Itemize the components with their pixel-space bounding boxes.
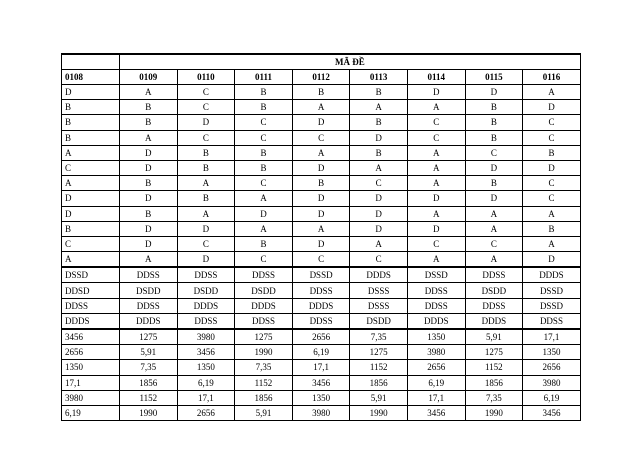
answer-cell: 3456: [177, 345, 235, 360]
answer-cell: D: [292, 160, 350, 175]
answer-cell: C: [235, 115, 293, 130]
answer-cell: D: [350, 191, 408, 206]
answer-cell: A: [120, 130, 178, 145]
answer-cell: C: [407, 130, 465, 145]
answer-cell: 1275: [350, 345, 408, 360]
answer-cell: 6,19: [407, 375, 465, 390]
spacer-cell: [62, 54, 120, 70]
answer-cell: C: [465, 145, 523, 160]
answer-cell: B: [350, 85, 408, 100]
answer-cell: 2656: [62, 345, 120, 360]
table-row: [62, 390, 581, 405]
answer-cell: DDSS: [235, 267, 293, 283]
answer-cell: DDSS: [523, 313, 581, 329]
answer-cell: 1856: [235, 390, 293, 405]
table-row: [62, 115, 581, 130]
answer-cell: 17,1: [62, 375, 120, 390]
exam-code-header: 0112: [292, 70, 350, 85]
answer-cell: B: [523, 145, 581, 160]
answer-cell: A: [177, 206, 235, 221]
answer-cell: 1990: [465, 405, 523, 420]
answer-cell: D: [523, 252, 581, 268]
answer-cell: 3980: [407, 345, 465, 360]
answer-cell: A: [407, 206, 465, 221]
answer-cell: D: [62, 85, 120, 100]
answer-cell: B: [120, 115, 178, 130]
answer-cell: B: [523, 221, 581, 236]
answer-cell: B: [177, 145, 235, 160]
answer-cell: B: [235, 145, 293, 160]
answer-cell: B: [235, 85, 293, 100]
answer-cell: DDSS: [465, 298, 523, 313]
answer-cell: A: [465, 206, 523, 221]
answer-cell: DDDS: [177, 298, 235, 313]
answer-cell: A: [523, 206, 581, 221]
exam-code-header-row: [62, 70, 581, 85]
answer-cell: DSSD: [62, 267, 120, 283]
answer-cell: C: [292, 252, 350, 268]
answer-cell: DDSS: [407, 283, 465, 298]
answer-cell: C: [465, 236, 523, 251]
answer-cell: D: [62, 206, 120, 221]
answer-cell: 1350: [523, 345, 581, 360]
table-row: [62, 236, 581, 251]
answer-cell: 6,19: [177, 375, 235, 390]
answer-cell: DDSS: [120, 298, 178, 313]
answer-cell: C: [235, 252, 293, 268]
answer-cell: A: [407, 100, 465, 115]
table-row: [62, 345, 581, 360]
table-row: [62, 252, 581, 268]
answer-cell: 1990: [235, 345, 293, 360]
answer-cell: 5,91: [350, 390, 408, 405]
table-row: [62, 298, 581, 313]
answer-cell: D: [292, 236, 350, 251]
answer-cell: C: [523, 115, 581, 130]
answer-cell: 2656: [523, 360, 581, 375]
answer-cell: C: [62, 236, 120, 251]
answer-cell: 5,91: [465, 329, 523, 345]
answer-cell: DSSD: [523, 283, 581, 298]
answer-cell: 6,19: [62, 405, 120, 420]
answer-cell: 1350: [407, 329, 465, 345]
answer-cell: 6,19: [292, 345, 350, 360]
answer-cell: DDSS: [292, 313, 350, 329]
answer-cell: C: [292, 130, 350, 145]
answer-cell: 1275: [465, 345, 523, 360]
answer-cell: C: [177, 85, 235, 100]
answer-cell: D: [292, 191, 350, 206]
answer-cell: D: [465, 160, 523, 175]
answer-cell: A: [120, 85, 178, 100]
answer-cell: 5,91: [120, 345, 178, 360]
answer-cell: A: [523, 236, 581, 251]
answer-cell: C: [235, 176, 293, 191]
answer-cell: A: [407, 145, 465, 160]
answer-cell: C: [350, 176, 408, 191]
answer-cell: D: [350, 221, 408, 236]
answer-cell: C: [177, 100, 235, 115]
answer-cell: D: [523, 160, 581, 175]
answer-cell: 1275: [235, 329, 293, 345]
answer-cell: DDSD: [62, 283, 120, 298]
exam-code-header: 0115: [465, 70, 523, 85]
answer-cell: A: [292, 221, 350, 236]
answer-cell: A: [350, 100, 408, 115]
answer-cell: A: [350, 160, 408, 175]
answer-cell: A: [407, 176, 465, 191]
answer-cell: 17,1: [407, 390, 465, 405]
table-title: MÃ ĐỀ: [120, 54, 581, 70]
answer-cell: DDSS: [407, 298, 465, 313]
answer-cell: D: [407, 221, 465, 236]
answer-cell: 1990: [350, 405, 408, 420]
answer-cell: 1152: [350, 360, 408, 375]
answer-cell: C: [523, 130, 581, 145]
answer-cell: C: [177, 236, 235, 251]
answer-cell: D: [407, 191, 465, 206]
answer-cell: DDDS: [407, 313, 465, 329]
answer-cell: D: [235, 206, 293, 221]
answer-cell: A: [235, 221, 293, 236]
answer-cell: 3980: [177, 329, 235, 345]
answer-cell: A: [350, 236, 408, 251]
answer-cell: 7,35: [235, 360, 293, 375]
answer-cell: DSDD: [235, 283, 293, 298]
answer-cell: D: [292, 115, 350, 130]
table-row: [62, 360, 581, 375]
answer-cell: A: [523, 85, 581, 100]
answer-cell: 7,35: [350, 329, 408, 345]
exam-code-header: 0110: [177, 70, 235, 85]
answer-cell: B: [235, 160, 293, 175]
answer-cell: 17,1: [523, 329, 581, 345]
table-row: [62, 85, 581, 100]
table-row: [62, 267, 581, 283]
answer-cell: D: [120, 236, 178, 251]
answer-cell: D: [465, 191, 523, 206]
answer-cell: A: [120, 252, 178, 268]
answer-cell: A: [465, 252, 523, 268]
answer-cell: A: [407, 252, 465, 268]
answer-key-table: [61, 53, 581, 421]
answer-cell: C: [407, 236, 465, 251]
answer-cell: D: [523, 100, 581, 115]
answer-cell: D: [177, 252, 235, 268]
answer-cell: DSDD: [120, 283, 178, 298]
table-row: [62, 313, 581, 329]
answer-cell: B: [62, 100, 120, 115]
answer-cell: 1856: [350, 375, 408, 390]
answer-cell: 1856: [465, 375, 523, 390]
answer-cell: B: [350, 115, 408, 130]
answer-cell: DSDD: [350, 313, 408, 329]
answer-cell: C: [407, 115, 465, 130]
title-row: [62, 54, 581, 70]
answer-cell: 3456: [523, 405, 581, 420]
answer-cell: B: [350, 145, 408, 160]
table-row: [62, 375, 581, 390]
answer-cell: A: [62, 252, 120, 268]
answer-cell: 1350: [292, 390, 350, 405]
exam-code-header: 0114: [407, 70, 465, 85]
answer-cell: 1990: [120, 405, 178, 420]
answer-cell: 1350: [177, 360, 235, 375]
answer-cell: A: [177, 176, 235, 191]
answer-cell: B: [62, 130, 120, 145]
answer-cell: DSDD: [465, 283, 523, 298]
table-row: [62, 221, 581, 236]
answer-cell: B: [465, 115, 523, 130]
answer-cell: 1152: [235, 375, 293, 390]
table-row: [62, 206, 581, 221]
answer-cell: C: [235, 130, 293, 145]
answer-cell: 1152: [120, 390, 178, 405]
answer-cell: DSSD: [292, 267, 350, 283]
answer-cell: 1856: [120, 375, 178, 390]
answer-cell: C: [62, 160, 120, 175]
answer-cell: B: [235, 100, 293, 115]
answer-cell: DSSS: [350, 298, 408, 313]
answer-cell: B: [177, 160, 235, 175]
answer-cell: B: [292, 176, 350, 191]
answer-cell: DDDS: [523, 267, 581, 283]
answer-cell: 2656: [177, 405, 235, 420]
answer-cell: A: [62, 145, 120, 160]
answer-cell: D: [120, 191, 178, 206]
answer-cell: B: [120, 206, 178, 221]
table-row: [62, 405, 581, 420]
answer-cell: D: [120, 160, 178, 175]
answer-cell: DDSS: [235, 313, 293, 329]
answer-cell: DDDS: [62, 313, 120, 329]
table-row: [62, 160, 581, 175]
exam-code-header: 0113: [350, 70, 408, 85]
table-row: [62, 191, 581, 206]
answer-cell: DDDS: [292, 298, 350, 313]
answer-cell: C: [350, 252, 408, 268]
table-row: [62, 283, 581, 298]
answer-cell: 7,35: [465, 390, 523, 405]
answer-cell: 3456: [407, 405, 465, 420]
answer-cell: A: [292, 145, 350, 160]
answer-cell: DDSS: [120, 267, 178, 283]
answer-cell: D: [350, 206, 408, 221]
exam-code-header: 0108: [62, 70, 120, 85]
table-row: [62, 329, 581, 345]
answer-cell: DDSS: [177, 313, 235, 329]
answer-cell: C: [523, 176, 581, 191]
answer-cell: B: [120, 176, 178, 191]
answer-cell: DDSS: [177, 267, 235, 283]
table-row: [62, 145, 581, 160]
table-row: [62, 130, 581, 145]
table-row: [62, 176, 581, 191]
answer-cell: 1152: [465, 360, 523, 375]
answer-cell: A: [62, 176, 120, 191]
answer-cell: 2656: [292, 329, 350, 345]
answer-cell: DDSS: [292, 283, 350, 298]
answer-cell: B: [465, 130, 523, 145]
answer-cell: A: [292, 100, 350, 115]
answer-cell: DDSS: [465, 267, 523, 283]
answer-cell: 3456: [62, 329, 120, 345]
answer-cell: 1275: [120, 329, 178, 345]
answer-cell: DDDS: [235, 298, 293, 313]
answer-cell: B: [465, 176, 523, 191]
answer-cell: DDDS: [350, 267, 408, 283]
answer-cell: B: [62, 115, 120, 130]
answer-cell: B: [177, 191, 235, 206]
answer-cell: D: [62, 191, 120, 206]
answer-cell: 3980: [62, 390, 120, 405]
answer-cell: 6,19: [523, 390, 581, 405]
answer-cell: 1350: [62, 360, 120, 375]
answer-cell: 5,91: [235, 405, 293, 420]
answer-cell: DSSS: [350, 283, 408, 298]
answer-cell: B: [235, 236, 293, 251]
answer-cell: 7,35: [120, 360, 178, 375]
answer-cell: B: [292, 85, 350, 100]
answer-cell: D: [177, 221, 235, 236]
exam-code-header: 0111: [235, 70, 293, 85]
answer-cell: DDSS: [62, 298, 120, 313]
answer-cell: D: [120, 221, 178, 236]
answer-cell: 2656: [407, 360, 465, 375]
answer-cell: DDDS: [465, 313, 523, 329]
answer-cell: D: [407, 85, 465, 100]
answer-cell: 17,1: [177, 390, 235, 405]
answer-cell: A: [465, 221, 523, 236]
exam-code-header: 0116: [523, 70, 581, 85]
answer-cell: DSSD: [523, 298, 581, 313]
answer-cell: B: [120, 100, 178, 115]
answer-cell: C: [177, 130, 235, 145]
answer-cell: D: [465, 85, 523, 100]
answer-cell: DDDS: [120, 313, 178, 329]
table-row: [62, 100, 581, 115]
answer-cell: C: [523, 191, 581, 206]
answer-cell: 3980: [523, 375, 581, 390]
answer-cell: A: [407, 160, 465, 175]
answer-cell: D: [350, 130, 408, 145]
answer-cell: A: [235, 191, 293, 206]
answer-cell: 3456: [292, 375, 350, 390]
answer-cell: D: [120, 145, 178, 160]
answer-cell: 3980: [292, 405, 350, 420]
answer-cell: D: [177, 115, 235, 130]
answer-cell: B: [62, 221, 120, 236]
answer-cell: DSSD: [407, 267, 465, 283]
answer-cell: B: [465, 100, 523, 115]
answer-cell: D: [292, 206, 350, 221]
answer-cell: DSDD: [177, 283, 235, 298]
exam-code-header: 0109: [120, 70, 178, 85]
answer-cell: 17,1: [292, 360, 350, 375]
